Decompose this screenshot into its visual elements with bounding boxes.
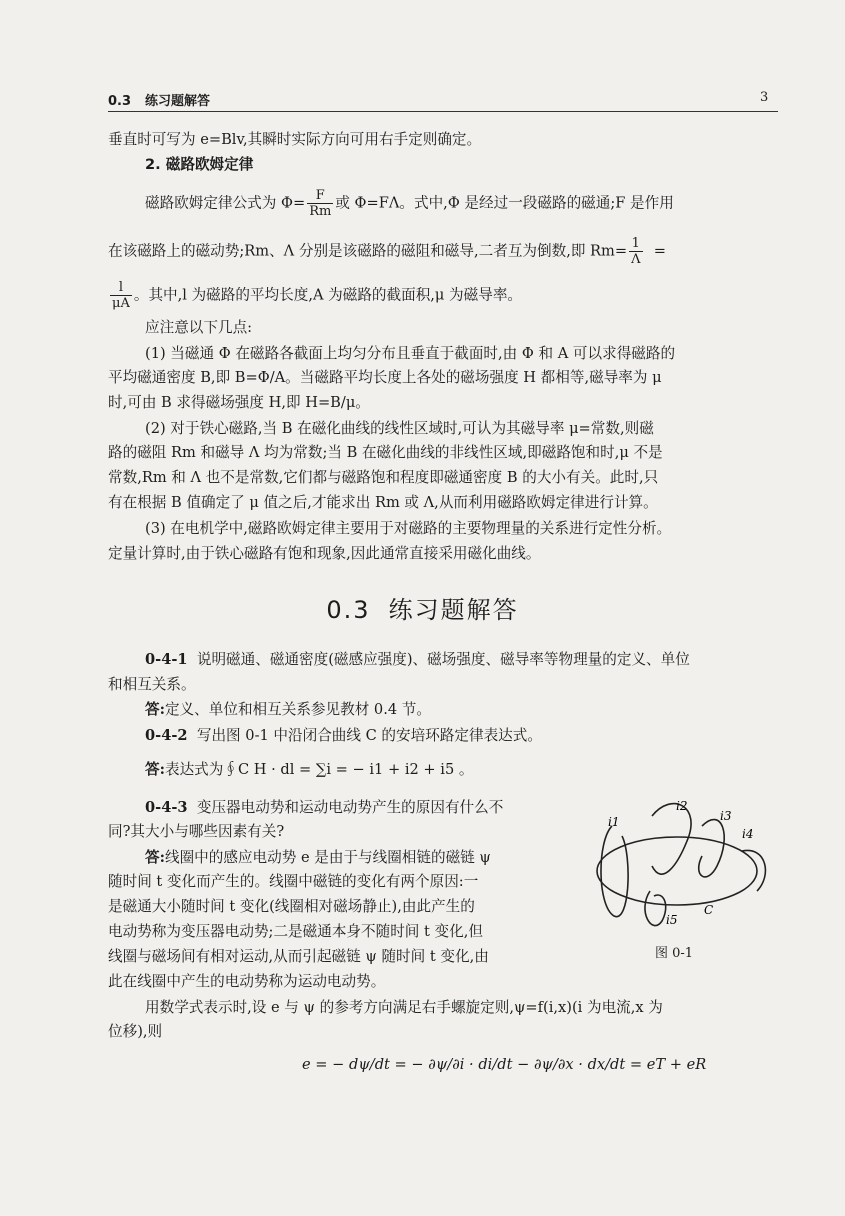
- text-line: 定量计算时,由于铁心磁路有饱和现象,因此通常直接采用磁化曲线。: [108, 545, 541, 562]
- header-rule: [108, 111, 778, 112]
- text-run: =: [653, 242, 667, 260]
- label-i2: i2: [676, 799, 688, 813]
- loop-i5: [645, 891, 666, 926]
- text-line: 用数学式表示时,设 e 与 ψ 的参考方向满足右手螺旋定则,ψ=f(i,x)(i 为电流,x 为: [145, 999, 663, 1016]
- running-header: [108, 90, 224, 109]
- header-section-title: 练习题解答: [145, 94, 211, 109]
- label-i3: i3: [720, 809, 732, 823]
- fraction-numerator: F: [307, 188, 333, 204]
- text-line: [108, 280, 522, 311]
- question-number: 0-4-2: [145, 727, 188, 744]
- answer-text: 定义、单位和相互关系参见教材 0.4 节。: [164, 701, 431, 718]
- text-line: 有在根据 B 值确定了 μ 值之后,才能求出 Rm 或 Λ,从而利用磁路欧姆定律进行计算。: [108, 494, 658, 511]
- question: [145, 726, 542, 746]
- text-line: 时,可由 B 求得磁场强度 H,即 H=B/μ。: [108, 394, 370, 411]
- text-line: (3) 在电机学中,磁路欧姆定律主要用于对磁路的主要物理量的关系进行定性分析。: [145, 520, 672, 537]
- question: [145, 798, 503, 818]
- answer: [145, 760, 473, 780]
- loop-i4: [742, 850, 765, 891]
- text-line: 位移),则: [108, 1023, 163, 1040]
- page-number: 3: [760, 90, 769, 105]
- loop-i2: [652, 804, 691, 875]
- question-text: 和相互关系。: [108, 676, 196, 693]
- fraction: [307, 188, 333, 219]
- question-text: 写出图 0-1 中沿闭合曲线 C 的安培环路定律表达式。: [196, 727, 542, 744]
- fraction-denominator: Rm: [309, 204, 332, 219]
- answer-text: 是磁通大小随时间 t 变化(线圈相对磁场静止),由此产生的: [108, 898, 475, 915]
- answer-text: 此在线圈中产生的电动势称为运动电动势。: [108, 973, 386, 990]
- answer-label: 答:: [145, 761, 165, 778]
- section-title: 练习题解答: [388, 596, 519, 624]
- text-line: 路的磁阻 Rm 和磁导 Λ 均为常数;当 B 在磁化曲线的非线性区域,即磁路饱和时,μ 不是: [108, 444, 663, 461]
- label-i4: i4: [742, 827, 754, 841]
- equation: e = − dψ/dt = − ∂ψ/∂i · di/dt − ∂ψ/∂x · dx/dt = eT + eR: [302, 1056, 707, 1073]
- closed-curve-c: [597, 837, 757, 905]
- question-text: 同?其大小与哪些因素有关?: [108, 823, 285, 840]
- answer-label: 答:: [145, 849, 165, 866]
- subheading: 2. 磁路欧姆定律: [145, 156, 254, 173]
- answer-formula: 表达式为∮C H · dl = ∑i = − i1 + i2 + i5 。: [164, 761, 474, 778]
- answer-text: 电动势称为变压器电动势;二是磁通本身不随时间 t 变化,但: [108, 923, 483, 940]
- answer-text: 线圈中的感应电动势 e 是由于与线圈相链的磁链 ψ: [164, 849, 491, 866]
- fraction-numerator: l: [110, 280, 132, 296]
- question-text: 变压器电动势和运动电动势产生的原因有什么不: [196, 799, 504, 816]
- fraction-denominator: Λ: [631, 252, 641, 267]
- loop-i3: [699, 820, 725, 877]
- question-number: 0-4-1: [145, 651, 188, 668]
- label-i5: i5: [666, 913, 678, 927]
- fraction: [110, 280, 132, 311]
- answer-text: 线圈与磁场间有相对运动,从而引起磁链 ψ 随时间 t 变化,由: [108, 948, 489, 965]
- answer-label: 答:: [145, 701, 165, 718]
- text-run: 在该磁路上的磁动势;Rm、Λ 分别是该磁路的磁阻和磁导,二者互为倒数,即 Rm=: [108, 242, 628, 260]
- text-run: 磁路欧姆定律公式为 Φ=: [145, 194, 306, 212]
- fraction: [629, 236, 642, 267]
- text-line: [108, 236, 666, 267]
- text-line: 平均磁通密度 B,即 B=Φ/A。当磁路平均长度上各处的磁场强度 H 都相等,磁导率为 μ: [108, 369, 662, 386]
- answer: [145, 848, 491, 868]
- section-number: 0.3: [326, 596, 371, 624]
- question-text: 说明磁通、磁通密度(磁感应强度)、磁场强度、磁导率等物理量的定义、单位: [196, 651, 690, 668]
- fraction-denominator: μA: [112, 296, 130, 311]
- question-number: 0-4-3: [145, 799, 188, 816]
- text-line: [145, 188, 674, 219]
- figure-0-1: [592, 796, 782, 941]
- question: [145, 650, 690, 670]
- label-c: C: [704, 903, 714, 917]
- text-run: 。其中,l 为磁路的平均长度,A 为磁路的截面积,μ 为磁导率。: [133, 286, 523, 304]
- label-i1: i1: [608, 815, 620, 829]
- text-line: 常数,Rm 和 Λ 也不是常数,它们都与磁路饱和程度即磁通密度 B 的大小有关。此时,只: [108, 469, 659, 486]
- text-line: 垂直时可写为 e=Blv,其瞬时实际方向可用右手定则确定。: [108, 131, 482, 148]
- header-section-number: 0.3: [108, 94, 132, 109]
- answer: [145, 700, 431, 720]
- figure-caption: 图 0-1: [655, 946, 694, 961]
- section-heading: [0, 590, 845, 625]
- answer-text: 随时间 t 变化而产生的。线圈中磁链的变化有两个原因:一: [108, 873, 479, 890]
- text-line: (2) 对于铁心磁路,当 B 在磁化曲线的线性区域时,可认为其磁导率 μ=常数,则磁: [145, 420, 654, 437]
- text-line: (1) 当磁通 Φ 在磁路各截面上均匀分布且垂直于截面时,由 Φ 和 A 可以求得磁路的: [145, 345, 676, 362]
- loop-i1: [601, 826, 628, 917]
- text-line: 应注意以下几点:: [145, 319, 253, 336]
- fraction-numerator: 1: [629, 236, 642, 252]
- text-run: 或 Φ=FΛ。式中,Φ 是经过一段磁路的磁通;F 是作用: [335, 194, 674, 212]
